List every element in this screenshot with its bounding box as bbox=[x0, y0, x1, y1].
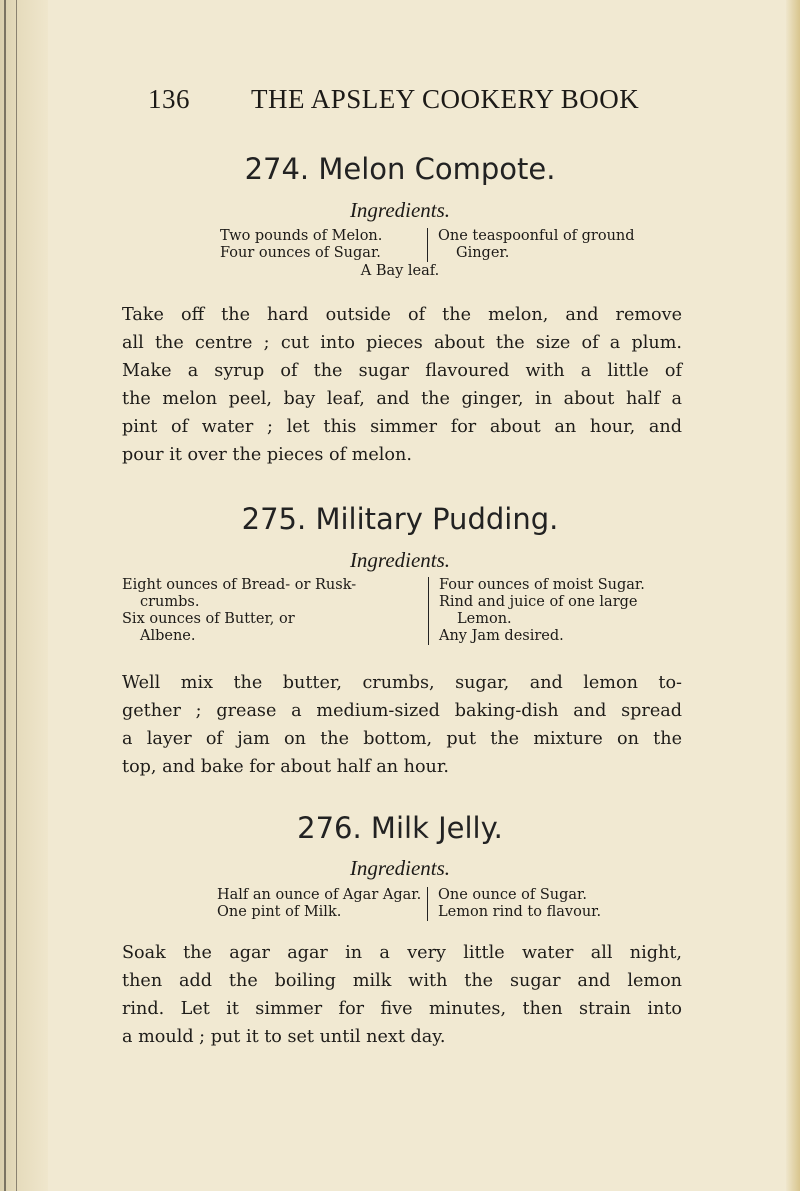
recipe-title: 275. Military Pudding. bbox=[241, 502, 559, 536]
method-line: then add the boiling milk with the sugar and lemon bbox=[122, 971, 682, 991]
ingredients-right bbox=[428, 577, 645, 645]
ingredients-heading: Ingredients. bbox=[349, 856, 451, 880]
method-line: the melon peel, bay leaf, and the ginger, in about half a bbox=[122, 389, 682, 409]
ingredients-heading: Ingredients. bbox=[349, 548, 451, 572]
ingredient-centered: A Bay leaf. bbox=[360, 263, 440, 279]
method-line: Well mix the butter, crumbs, sugar, and lemon to- bbox=[122, 673, 682, 693]
ingredients-left bbox=[122, 577, 356, 645]
ingredient: Half an ounce of Agar Agar. bbox=[217, 887, 422, 903]
recipe-title: 274. Melon Compote. bbox=[244, 152, 556, 186]
ingredient: Lemon. bbox=[457, 611, 512, 627]
recipe-method bbox=[122, 669, 682, 781]
ingredients-heading: Ingredients. bbox=[349, 198, 451, 222]
ingredient: One teaspoonful of ground bbox=[438, 228, 635, 244]
ingredient: Rind and juice of one large bbox=[439, 594, 638, 610]
method-line: Soak the agar agar in a very little water all night, bbox=[122, 943, 682, 963]
ingredient: Lemon rind to flavour. bbox=[438, 904, 602, 920]
page-number: 136 bbox=[148, 84, 190, 114]
book-title: THE APSLEY COOKERY BOOK bbox=[251, 84, 640, 114]
ingredient: Four ounces of Sugar. bbox=[220, 245, 381, 261]
method-line: gether ; grease a medium-sized baking-dish and spread bbox=[122, 701, 682, 721]
method-line: pour it over the pieces of melon. bbox=[122, 445, 412, 465]
recipe-title: 276. Milk Jelly. bbox=[297, 811, 503, 845]
ingredient: Six ounces of Butter, or bbox=[122, 611, 295, 627]
method-line: all the centre ; cut into pieces about the size of a plum. bbox=[122, 333, 682, 353]
ingredients-right bbox=[427, 228, 635, 262]
method-line: top, and bake for about half an hour. bbox=[122, 757, 449, 777]
ingredient: One ounce of Sugar. bbox=[438, 887, 587, 903]
method-line: a layer of jam on the bottom, put the mixture on the bbox=[122, 729, 682, 749]
ingredients-left bbox=[220, 228, 382, 262]
method-line: a mould ; put it to set until next day. bbox=[122, 1027, 446, 1047]
method-line: Take off the hard outside of the melon, and remove bbox=[122, 305, 682, 325]
ingredient: Two pounds of Melon. bbox=[220, 228, 383, 244]
method-line: pint of water ; let this simmer for about an hour, and bbox=[122, 417, 682, 437]
ingredient: One pint of Milk. bbox=[217, 904, 342, 920]
method-line: Make a syrup of the sugar flavoured with a little of bbox=[122, 361, 682, 381]
ingredient: crumbs. bbox=[140, 594, 200, 610]
ingredient: Albene. bbox=[140, 628, 196, 644]
ingredients-left bbox=[217, 887, 421, 921]
ingredient: Ginger. bbox=[456, 245, 510, 261]
recipe-method bbox=[122, 301, 682, 469]
ingredient: Any Jam desired. bbox=[439, 628, 564, 644]
recipe-method bbox=[122, 939, 682, 1051]
ingredient: Four ounces of moist Sugar. bbox=[439, 577, 645, 593]
ingredient: Eight ounces of Bread- or Rusk- bbox=[122, 577, 357, 593]
method-line: rind. Let it simmer for five minutes, then strain into bbox=[122, 999, 682, 1019]
ingredients-right bbox=[427, 887, 601, 921]
